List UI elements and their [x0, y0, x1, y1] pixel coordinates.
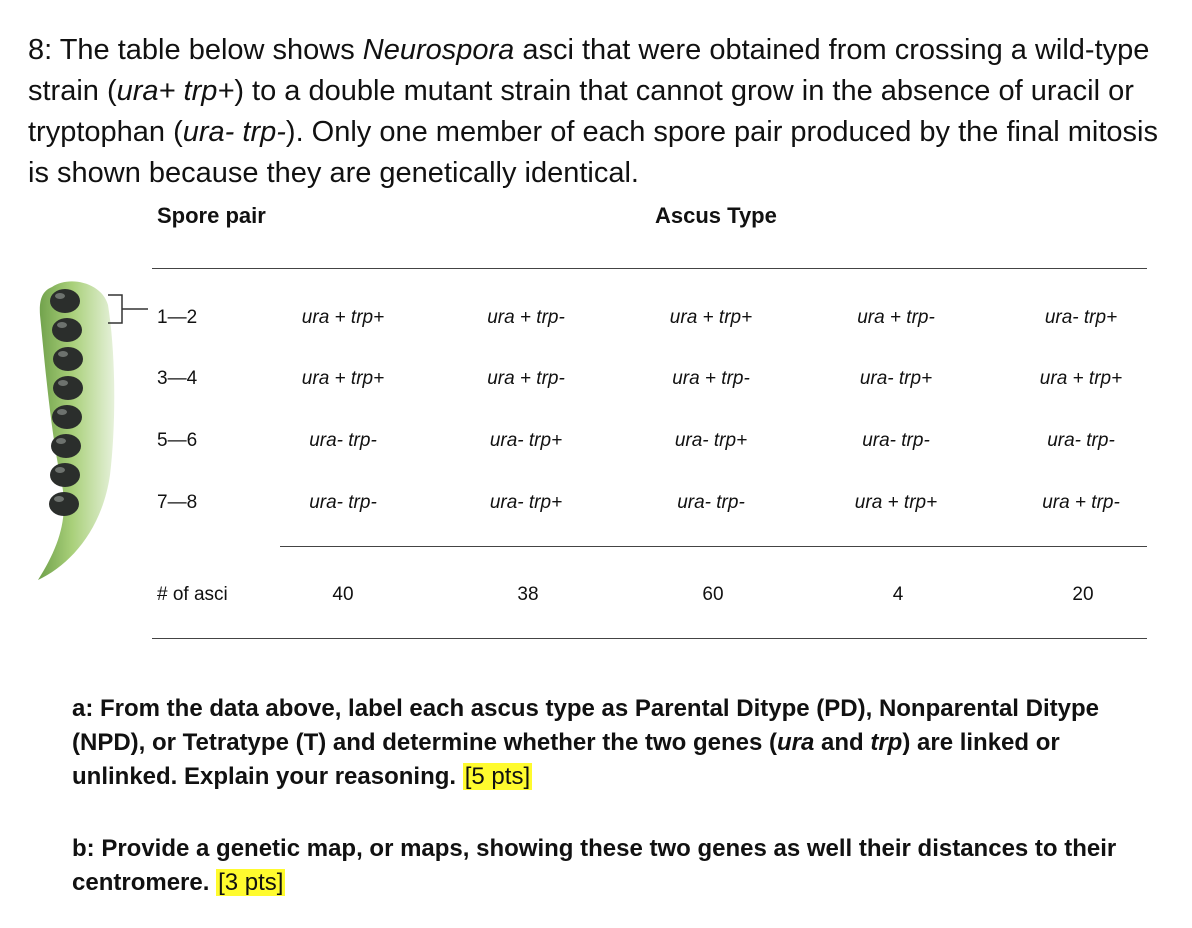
table-cell: ura + trp+ [669, 307, 753, 328]
intro-mutant-genotype: ura- trp- [182, 116, 286, 148]
intro-text-4: ). Only one member of each spore pair produced by the final mitosis is shown because they are genetically identical. [28, 116, 1158, 189]
part-a-points: [5 pts] [464, 763, 531, 790]
part-a-text-1: a: From the data above, label each ascus type as Parental Ditype (PD), Nonparental Ditype (NPD), or Tetratype (T) and determine whether the two genes ( [72, 695, 1099, 756]
spore-3 [53, 347, 83, 371]
row-label-5-6: 5—6 [157, 430, 198, 451]
asci-count: 38 [517, 584, 539, 605]
spore-4 [53, 376, 83, 400]
spore-1 [50, 289, 80, 313]
asci-count: 4 [892, 584, 904, 605]
ascus-type-header: Ascus Type [655, 203, 777, 228]
asci-count: 60 [702, 584, 724, 605]
spore-8 [49, 492, 79, 516]
spore-pair-header: Spore pair [157, 203, 266, 228]
asci-count-label: # of asci [157, 584, 228, 605]
intro-organism: Neurospora [362, 34, 515, 66]
table-top-rule [152, 268, 1147, 269]
spore-2 [52, 318, 82, 342]
table-cell: ura + trp+ [301, 368, 385, 389]
intro-text-3: ) to a double mutant strain that cannot grow in the absence of uracil or tryptophan ( [28, 75, 1134, 148]
table-cell: ura- trp- [677, 492, 745, 513]
table-cell: ura + trp+ [301, 307, 385, 328]
part-a-gene-trp: trp [870, 729, 903, 756]
table-cell: ura- trp+ [489, 492, 563, 513]
table-cell: ura + trp- [857, 307, 935, 328]
table-cell: ura- trp- [309, 492, 377, 513]
table-cell: ura- trp- [1047, 430, 1115, 451]
table-cell: ura- trp+ [674, 430, 748, 451]
intro-text-1: 8: The table below shows [28, 34, 363, 66]
table-cell: ura- trp+ [1044, 307, 1118, 328]
part-b-text: b: Provide a genetic map, or maps, showing these two genes as well their distances to their centromere. [72, 835, 1117, 896]
question-part-a [72, 692, 1162, 794]
table-cell: ura + trp+ [854, 492, 938, 513]
spore-6 [51, 434, 81, 458]
row-label-7-8: 7—8 [157, 492, 198, 513]
question-part-b [72, 832, 1162, 900]
table-cell: ura- trp+ [859, 368, 933, 389]
table-cell: ura- trp+ [489, 430, 563, 451]
table-mid-rule [280, 546, 1147, 547]
table-cell: ura + trp- [487, 307, 565, 328]
table-bottom-rule [152, 638, 1147, 639]
table-cell: ura + trp- [487, 368, 565, 389]
row-label-1-2: 1—2 [157, 307, 198, 328]
spore-7 [50, 463, 80, 487]
asci-count: 40 [332, 584, 354, 605]
part-a-text-2: and [814, 729, 871, 756]
intro-wildtype-genotype: ura+ trp+ [116, 75, 235, 107]
part-b-points: [3 pts] [218, 869, 284, 896]
table-cell: ura- trp- [862, 430, 930, 451]
intro-text-2: asci that were obtained from crossing a wild-type strain ( [28, 34, 1150, 107]
part-a-text-3: ) are linked or unlinked. Explain your reasoning. [72, 729, 1060, 790]
table-cell: ura + trp- [1042, 492, 1120, 513]
table-cell: ura + trp- [672, 368, 750, 389]
ascus-illustration [30, 275, 150, 585]
question-intro [28, 30, 1178, 194]
asci-count: 20 [1072, 584, 1094, 605]
spore-5 [52, 405, 82, 429]
spore-pair-bracket [108, 295, 148, 323]
table-cell: ura + trp+ [1039, 368, 1123, 389]
part-a-gene-ura: ura [776, 729, 815, 756]
row-label-3-4: 3—4 [157, 368, 198, 389]
table-cell: ura- trp- [309, 430, 377, 451]
